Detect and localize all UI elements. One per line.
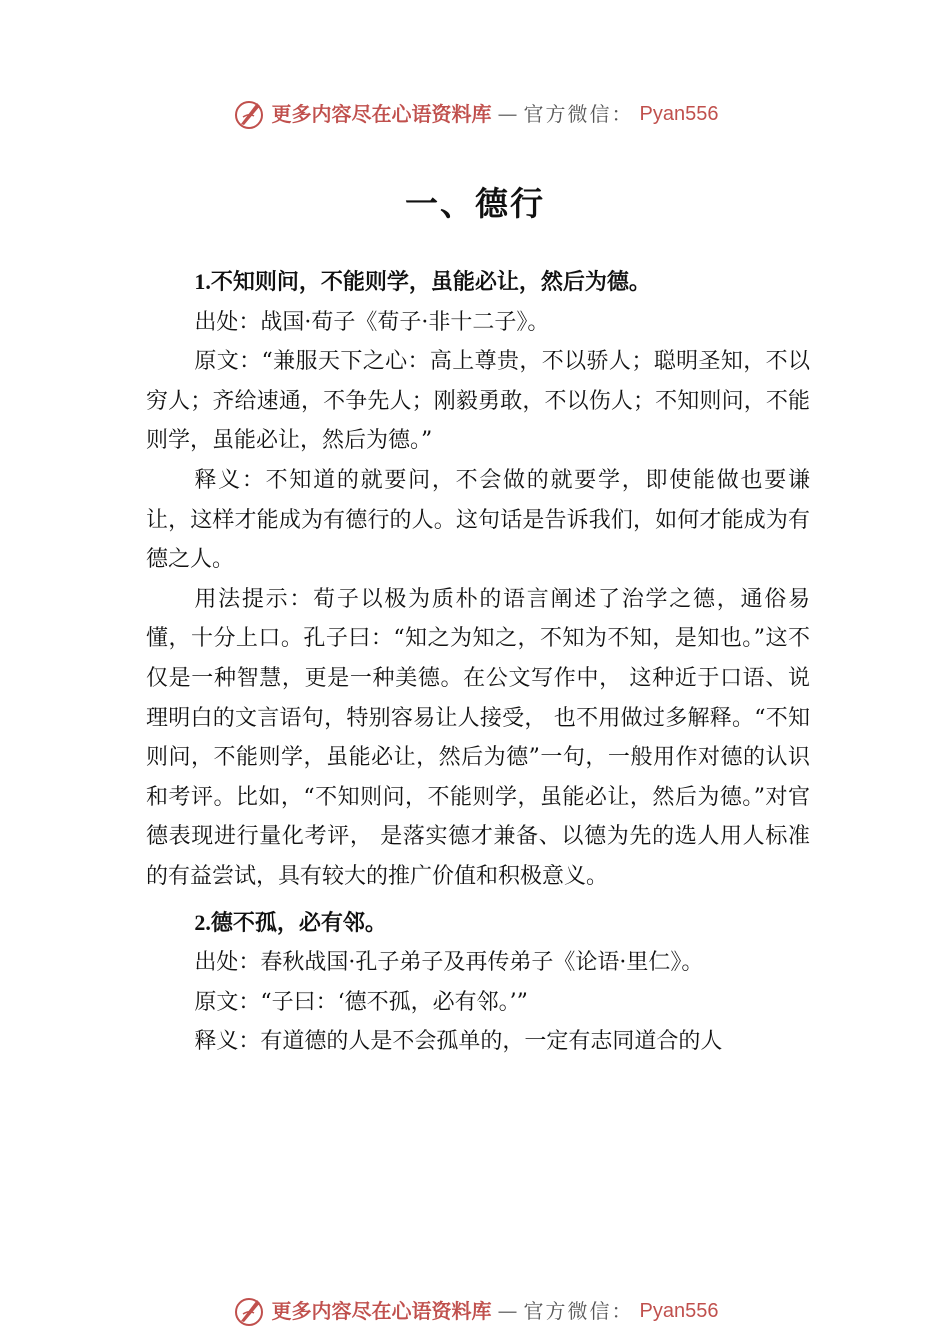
footer-banner [0,1294,950,1328]
section-meaning: 释义：不知道的就要问，不会做的就要学，即使能做也要谦让，这样才能成为有德行的人。这句话是告诉我们，如何才能成为有德之人。 [146,467,810,573]
banner-wechat-label: 官方微信： [523,1299,634,1323]
section-meaning: 释义：有道德的人是不会孤单的，一定有志同道合的人 [194,1029,723,1055]
banner-wechat-id: Pyan556 [639,103,719,125]
header-banner [0,97,950,131]
section-usage: 用法提示：荀子以极为质朴的语言阐述了治学之德，通俗易懂，十分上口。孔子曰：“知之为知之，不知为不知，是知也。”这不仅是一种智慧，更是一种美德。在公文写作中， 这种近于口语、说理明白的文言语句，特别容易让人接受， 也不用做过多解释。“不知则问，不能则学，虽能必让，然后为德”一句，一般用作对德的认识和考评。比如，“不知则问，不能则学，虽能必让，然后为德。”对官德表现进行量化考评， 是落实德才兼备、以德为先的选人用人标准的有益尝试，具有较大的推广价值和积极意义。 [146,586,810,889]
section-heading-text: 不知则问，不能则学，虽能必让，然后为德。 [210,270,651,295]
section-original: 原文：“子曰：‘德不孤，必有邻。’” [194,989,528,1015]
section-heading [146,903,810,944]
section-heading-text: 德不孤，必有邻。 [210,910,387,936]
banner-library-text: 更多内容尽在心语资料库 [271,102,492,126]
banner-wechat-label: 官方微信： [523,102,634,126]
quill-logo-icon [232,1294,266,1328]
section-heading [146,262,810,303]
document-body [146,262,810,1062]
section-number: 2. [194,909,211,935]
banner-wechat-id: Pyan556 [639,1300,719,1322]
section-number: 1. [194,269,211,294]
section-original: 原文：“兼服天下之心：高上尊贵，不以骄人；聪明圣知，不以穷人；齐给速通，不争先人；刚毅勇敢，不以伤人；不知则问，不能则学，虽能必让，然后为德。” [146,349,810,454]
banner-library-text: 更多内容尽在心语资料库 [271,1299,492,1323]
banner-dash: — [497,1299,518,1323]
section-source: 出处：战国·荀子《荀子·非十二子》。 [194,309,550,335]
banner-dash: — [497,102,518,126]
quill-logo-icon [232,97,266,131]
page-title: 一、德行 [405,184,545,223]
section-source: 出处：春秋战国·孔子弟子及再传弟子《论语·里仁》。 [194,950,704,976]
